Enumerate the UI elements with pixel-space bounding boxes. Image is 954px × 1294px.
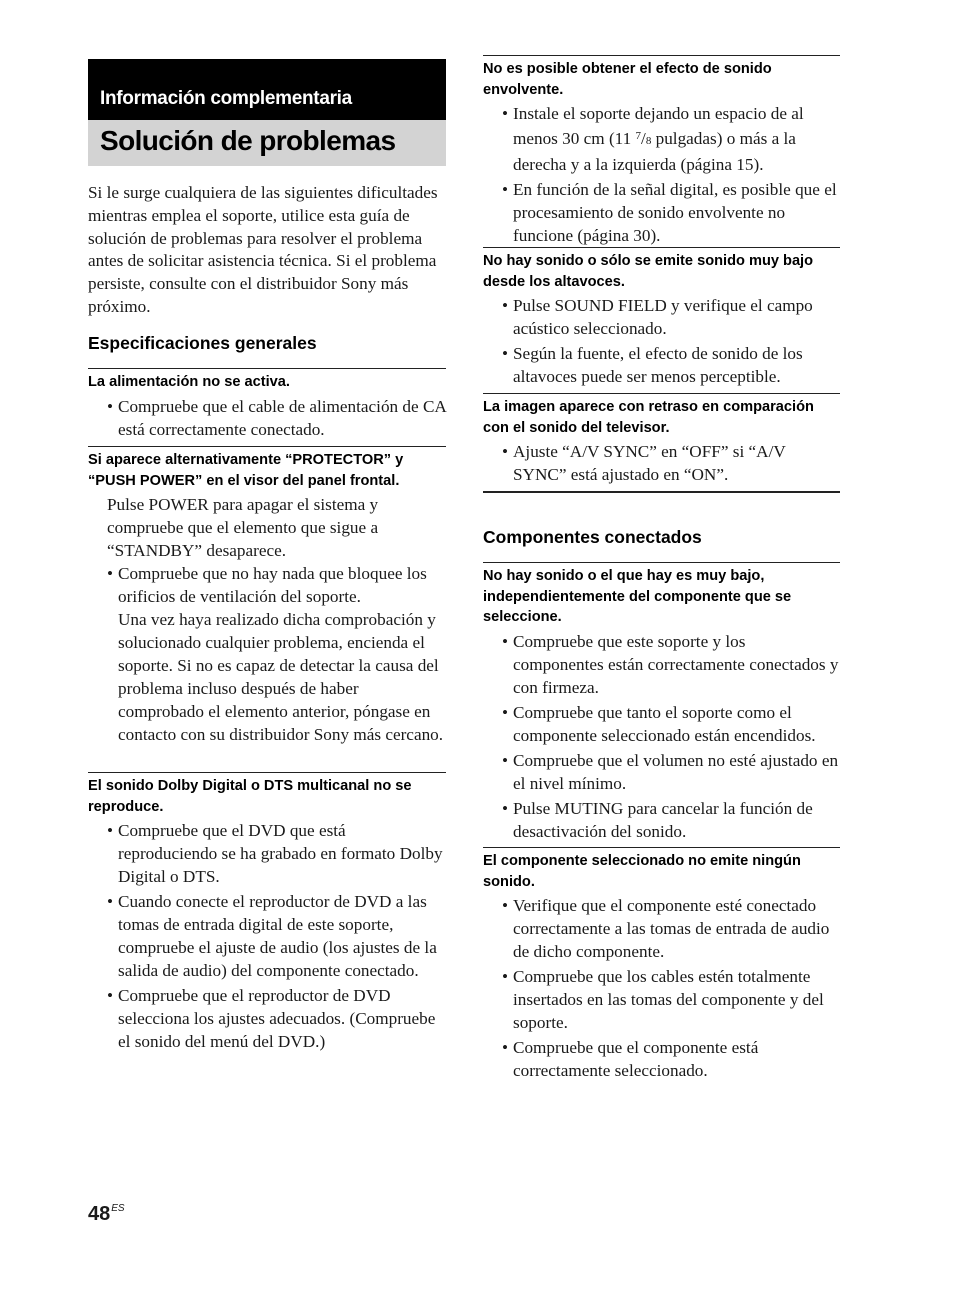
problem-title: La alimentación no se activa. [88,368,446,393]
list-item: • Instale el soporte dejando un espacio de al menos 30 cm (11 $^7$/8 pulgadas) o más a la derecha y a la izquierda (página 15). [502,104,804,174]
section-category-banner [88,59,446,120]
problem-title: La imagen aparece con retraso en comparación con el sonido del televisor. [483,393,840,438]
problem-title: No es posible obtener el efecto de sonido envolvente. [483,55,840,100]
section-category: Información complementaria [100,88,352,109]
section-title-general: Especificaciones generales [88,333,317,353]
intro-paragraph: Si le surge cualquiera de las siguientes dificultades mientras emplea el soporte, utilice esta guía de solución de problemas para resolver el problema antes de solicitar asistencia técnica. Si el problema persiste, consulte con el distribuidor Sony más próximo. [88,183,438,316]
problem-title: Si aparece alternativamente “PROTECTOR” y “PUSH POWER” en el visor del panel frontal. [88,446,446,491]
problem-title: No hay sonido o el que hay es muy bajo, independientemente del componente que se seleccione. [483,562,840,628]
list-item: • Compruebe que el DVD que está reproduciendo se ha grabado en formato Dolby Digital o DTS. [107,821,443,886]
list-item: • Pulse MUTING para cancelar la función de desactivación del sonido. [502,798,813,841]
list-item: • Ajuste “A/V SYNC” en “OFF” si “A/V SYNC” está ajustado en “ON”. [502,442,786,484]
problem-low-sound [483,562,840,845]
list-item: • Verifique que el componente esté conectado correctamente a las tomas de entrada de audio de dicho componente. [502,896,830,961]
list-item: • En función de la señal digital, es posible que el procesamiento de sonido envolvente no funcione (página 30). [502,180,837,245]
problem-note: Pulse POWER para apagar el sistema y compruebe que el elemento que sigue a “STANDBY” desaparece. [107,495,379,560]
page-number: $48^{ES}$ [88,1203,125,1225]
list-item: • Pulse SOUND FIELD y verifique el campo acústico seleccionado. [502,296,813,338]
problem-power [88,368,446,443]
problem-title: El sonido Dolby Digital o DTS multicanal no se reproduce. [88,772,446,817]
list-item: • Compruebe que el cable de alimentación de CA está correctamente conectado. [107,396,446,439]
page-title-banner [88,120,446,166]
problem-component-silent [483,847,840,1084]
problem-surround [483,55,840,249]
section-title-connected: Componentes conectados [483,527,702,547]
list-item: • Compruebe que no hay nada que bloquee los orificios de ventilación del soporte. Una vez haya realizado dicha comprobación y solucionado cualquier problema, encienda el soporte. Si no es capaz de detectar la causa del problema incluso después de haber comprobado el elemento anterior, póngase en contacto con su distribuidor Sony más cercano. [107,564,444,744]
page-title: Solución de problemas [100,125,396,156]
list-item: • Compruebe que el volumen no esté ajustado en el nivel mínimo. [502,750,839,793]
problem-protector [88,446,446,748]
section-divider [483,491,840,493]
problem-av-sync [483,393,840,488]
list-item: • Compruebe que tanto el soporte como el componente seleccionado están encendidos. [502,702,816,745]
problem-title: El componente seleccionado no emite ningún sonido. [483,847,840,892]
problem-title: No hay sonido o sólo se emite sonido muy bajo desde los altavoces. [483,247,840,292]
list-item: • Compruebe que los cables estén totalmente insertados en las tomas del componente y del soporte. [502,967,824,1032]
problem-dolby [88,772,446,1055]
list-item: • Compruebe que este soporte y los componentes están correctamente conectados y con firmeza. [502,631,839,697]
list-item: • Según la fuente, el efecto de sonido de los altavoces puede ser menos perceptible. [502,344,803,386]
list-item: • Compruebe que el componente está correctamente seleccionado. [502,1038,759,1080]
page-lang-suffix: ES [111,1203,125,1214]
list-item: • Compruebe que el reproductor de DVD selecciona los ajustes adecuados. (Compruebe el sonido del menú del DVD.) [107,986,436,1051]
list-item: • Cuando conecte el reproductor de DVD a las tomas de entrada digital de este soporte, compruebe el ajuste de audio (los ajustes de la salida de audio) del componente conectado. [107,892,437,980]
problem-no-sound-speakers [483,247,840,390]
